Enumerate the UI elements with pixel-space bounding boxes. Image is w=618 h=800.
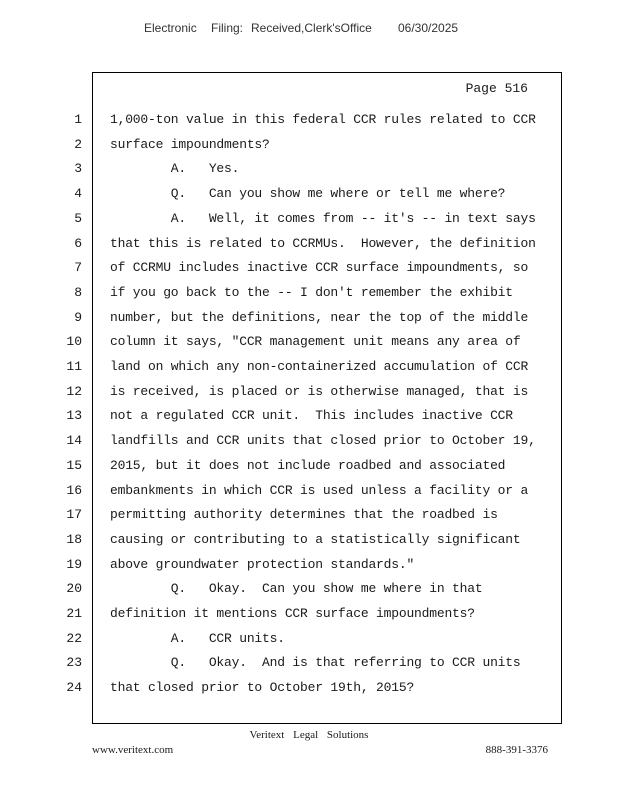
line-text: if you go back to the -- I don't remember the exhibit xyxy=(110,284,513,300)
page-number: Page 516 xyxy=(465,81,528,96)
line-number: 2 xyxy=(74,136,82,152)
footer-company: Veritext Legal Solutions xyxy=(249,729,369,741)
line-text: 2015, but it does not include roadbed and associated xyxy=(110,457,506,473)
line-text: A. CCR units. xyxy=(110,630,285,646)
line-number: 20 xyxy=(66,581,82,597)
line-number: 12 xyxy=(66,383,82,399)
stamp-received: Received,Clerk'sOffice xyxy=(251,21,372,35)
line-number: 5 xyxy=(74,210,82,226)
stamp-date: 06/30/2025 xyxy=(398,21,459,35)
line-text: column it says, "CCR management unit means any area of xyxy=(110,334,521,350)
line-number: 1 xyxy=(74,112,82,127)
stamp-electronic: Electronic xyxy=(144,21,197,35)
line-text: A. Well, it comes from -- it's -- in text says xyxy=(110,210,536,226)
line-number: 3 xyxy=(74,161,82,177)
line-number: 22 xyxy=(66,630,82,646)
line-text: of CCRMU includes inactive CCR surface impoundments, so xyxy=(110,260,529,276)
line-text: surface impoundments? xyxy=(110,136,270,152)
line-number: 11 xyxy=(66,359,82,374)
line-text: that this is related to CCRMUs. However, the definition xyxy=(110,235,536,251)
line-number: 9 xyxy=(74,309,82,325)
line-text: A. Yes. xyxy=(110,161,240,177)
line-text: landfills and CCR units that closed prior to October 19, xyxy=(110,433,536,449)
line-text: Q. Can you show me where or tell me where? xyxy=(110,186,506,202)
line-text: causing or contributing to a statistically significant xyxy=(110,531,521,547)
stamp-filing: Filing: xyxy=(211,21,244,35)
line-number: 4 xyxy=(74,186,82,202)
line-number: 18 xyxy=(66,531,82,547)
line-number: 8 xyxy=(74,284,82,300)
line-number: 23 xyxy=(66,655,82,671)
line-text: Q. Okay. Can you show me where in that xyxy=(110,581,483,597)
line-text: definition it mentions CCR surface impoundments? xyxy=(110,606,475,621)
line-text: land on which any non-containerized accumulation of CCR xyxy=(110,359,529,374)
line-number: 21 xyxy=(66,606,82,621)
line-text: that closed prior to October 19th, 2015? xyxy=(110,680,415,696)
line-text: permitting authority determines that the roadbed is xyxy=(110,507,498,523)
line-number: 14 xyxy=(66,433,82,449)
line-number: 19 xyxy=(66,556,82,572)
line-number: 10 xyxy=(66,334,82,350)
line-text: embankments in which CCR is used unless a facility or a xyxy=(110,482,529,498)
line-number: 16 xyxy=(66,482,82,498)
line-text: above groundwater protection standards." xyxy=(110,556,415,572)
line-text: is received, is placed or is otherwise managed, that is xyxy=(110,383,529,399)
line-text: 1,000-ton value in this federal CCR rules related to CCR xyxy=(110,112,536,127)
line-number: 6 xyxy=(74,235,82,251)
footer-phone: 888-391-3376 xyxy=(485,744,548,756)
line-text: number, but the definitions, near the top of the middle xyxy=(110,309,529,325)
filing-stamp xyxy=(0,21,618,37)
line-number: 17 xyxy=(66,507,82,523)
line-number: 7 xyxy=(74,260,82,276)
line-number: 24 xyxy=(66,680,82,696)
line-number: 13 xyxy=(66,408,82,424)
line-text: not a regulated CCR unit. This includes inactive CCR xyxy=(110,408,513,424)
line-number: 15 xyxy=(66,457,82,473)
footer-website: www.veritext.com xyxy=(92,744,174,756)
line-text: Q. Okay. And is that referring to CCR units xyxy=(110,655,521,671)
